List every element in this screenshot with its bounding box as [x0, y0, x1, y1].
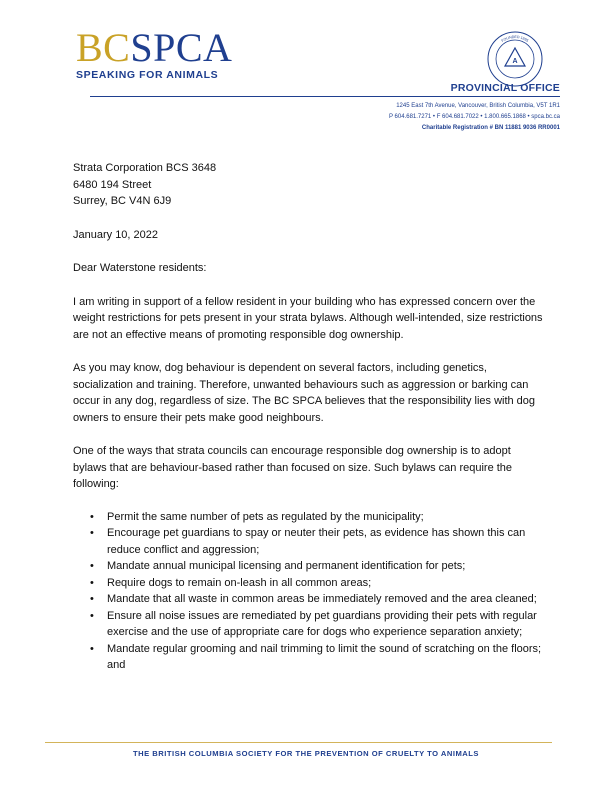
- seal-arc-textpath: FOUNDED 1895: [500, 34, 530, 43]
- office-title: PROVINCIAL OFFICE: [450, 82, 560, 94]
- bcspca-logo: [76, 25, 233, 81]
- list-item: • Mandate annual municipal licensing and permanent identification for pets;: [73, 558, 543, 575]
- recipient-address: [73, 160, 543, 210]
- list-item: • Ensure all noise issues are remediated by pet guardians providing their pets with regular exercise and the use of appropriate care for dogs who experience separation anxiety;: [73, 608, 543, 641]
- list-item: • Require dogs to remain on-leash in all common areas;: [73, 575, 543, 592]
- bylaw-list: [73, 509, 543, 674]
- paragraph: I am writing in support of a fellow resident in your building who has expressed concern over the weight restrictions for pets present in your strata bylaws. Although well-intended, size restrictions are not an effective means of promoting responsible dog ownership.: [73, 295, 543, 341]
- recipient-line: Strata Corporation BCS 3648: [73, 162, 217, 174]
- logo-wordmark: [76, 25, 233, 70]
- office-divider: [90, 96, 560, 97]
- salutation: Dear Waterstone residents:: [73, 262, 207, 274]
- provincial-office-block: [90, 82, 560, 134]
- footer-divider: [45, 742, 552, 743]
- recipient-line: 6480 194 Street: [73, 178, 152, 191]
- logo-bc: BC: [76, 25, 131, 70]
- letter-date: January 10, 2022: [73, 228, 159, 241]
- list-item: • Permit the same number of pets as regulated by the municipality;: [73, 509, 543, 526]
- letter-body: [73, 160, 543, 674]
- seal-center-text: A: [512, 58, 518, 65]
- paragraph: As you may know, dog behaviour is dependent on several factors, including genetics, socialization and training. Therefore, unwanted behaviours such as aggression or barking can occur in any dog, regardless of size. The BC SPCA believes that the responsibility lies with dog owners to ensure their pets make good neighbours.: [73, 362, 536, 424]
- paragraph: One of the ways that strata councils can encourage responsible dog ownership is to adopt bylaws that are behaviour-based rather than focused on size. Such bylaws can require the following:: [73, 445, 513, 490]
- office-charity: Charitable Registration # BN 11881 9036 RR0001: [421, 125, 560, 131]
- footer-text: THE BRITISH COLUMBIA SOCIETY FOR THE PREVENTION OF CRUELTY TO ANIMALS: [133, 749, 479, 758]
- logo-tagline: SPEAKING FOR ANIMALS: [76, 69, 219, 81]
- list-item: • Mandate that all waste in common areas be immediately removed and the area cleaned;: [73, 591, 543, 608]
- seal-icon: [486, 30, 544, 88]
- office-address: 1245 East 7th Avenue, Vancouver, British Columbia, V5T 1R1: [396, 103, 560, 109]
- recipient-line: Surrey, BC V4N 6J9: [73, 195, 172, 207]
- list-item: • Mandate regular grooming and nail trimming to limit the sound of scratching on the floors; and: [73, 641, 543, 674]
- office-contact: P 604.681.7271 • F 604.681.7022 • 1.800.665.1868 • spca.bc.ca: [389, 114, 560, 120]
- logo-spca: SPCA: [130, 25, 233, 70]
- seal-arc-text: [501, 35, 529, 43]
- list-item: • Encourage pet guardians to spay or neuter their pets, as evidence has shown this can reduce conflict and aggression;: [73, 525, 543, 558]
